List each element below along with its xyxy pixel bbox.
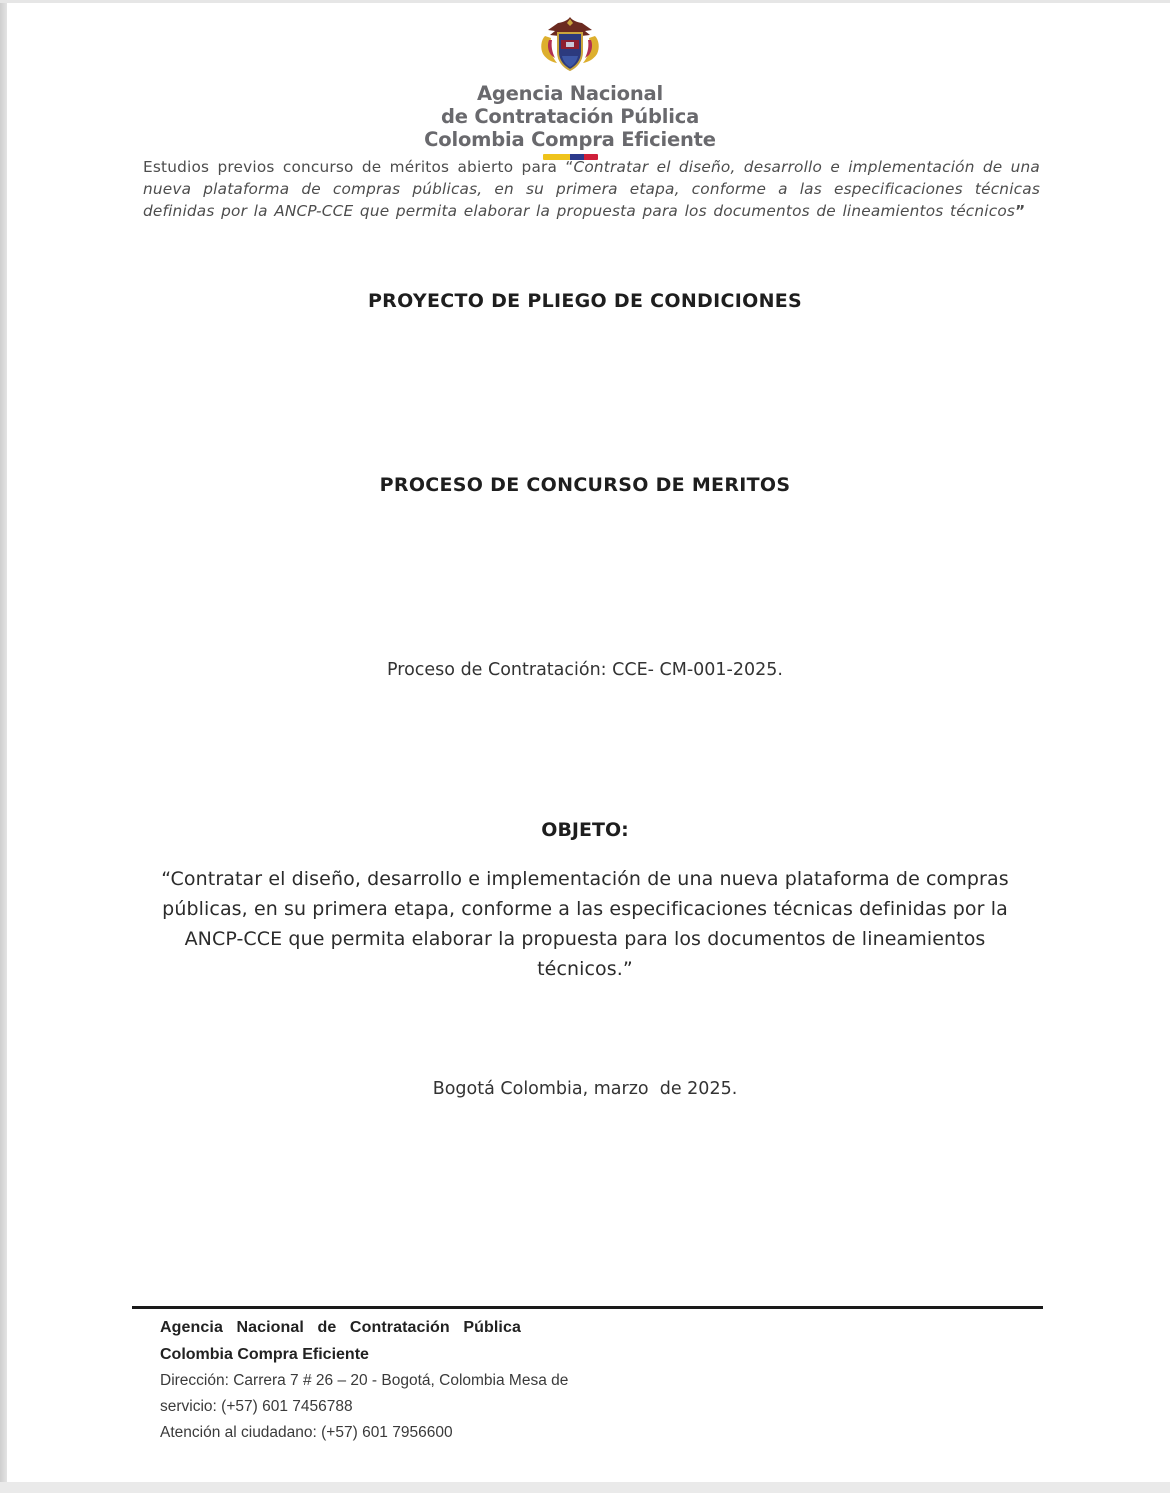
- intro-paragraph: [143, 156, 1040, 222]
- footer-service-phone: servicio: (+57) 601 7456788: [160, 1398, 353, 1415]
- document-footer: [160, 1314, 900, 1446]
- colombia-coat-of-arms-icon: [533, 16, 607, 78]
- agency-name: [0, 82, 1140, 151]
- scan-edge-bottom: [0, 1482, 1170, 1493]
- objeto-paragraph: “Contratar el diseño, desarrollo e implementación de una nueva plataforma de compras públicas, en su primera etapa, conforme a las especificaciones técnicas definidas por la ANCP-CCE que permita elaborar la propuesta para los documentos de lineamientos técnicos.”: [161, 868, 1009, 980]
- footer-citizen-phone: Atención al ciudadano: (+57) 601 7956600: [160, 1424, 453, 1441]
- title-proceso-concurso: PROCESO DE CONCURSO DE MERITOS: [379, 474, 791, 496]
- process-number-line: Proceso de Contratación: CCE- CM-001-2025.: [387, 660, 783, 680]
- scan-edge-top: [0, 0, 1170, 3]
- footer-agency-subname: Colombia Compra Eficiente: [160, 1346, 369, 1363]
- footer-divider: [132, 1306, 1043, 1309]
- intro-prefix: Estudios previos concurso de méritos abierto para “: [143, 158, 574, 176]
- objeto-heading: OBJETO:: [541, 819, 629, 841]
- intro-closing-quote: ”: [1015, 202, 1026, 220]
- scan-edge-left: [0, 0, 7, 1493]
- city-date-line: Bogotá Colombia, marzo de 2025.: [432, 1079, 738, 1099]
- title-proyecto-pliego: PROYECTO DE PLIEGO DE CONDICIONES: [367, 290, 803, 312]
- intro-quoted-text: Contratar el diseño, desarrollo e implementación de una nueva plataforma de compras públicas, en su primera etapa, conforme a las especificaciones técnicas definidas por la ANCP-CCE que permita elaborar la propuesta para los documentos de lineamientos técnicos: [143, 158, 1041, 220]
- agency-name-line-1: Agencia Nacional: [477, 82, 663, 105]
- document-header: [0, 16, 1170, 160]
- agency-name-line-3: Colombia Compra Eficiente: [424, 128, 716, 151]
- footer-agency-name: Agencia Nacional de Contratación Pública: [160, 1319, 521, 1336]
- agency-name-line-2: de Contratación Pública: [440, 105, 700, 128]
- footer-address-line: Dirección: Carrera 7 # 26 – 20 - Bogotá, Colombia Mesa de: [160, 1372, 569, 1389]
